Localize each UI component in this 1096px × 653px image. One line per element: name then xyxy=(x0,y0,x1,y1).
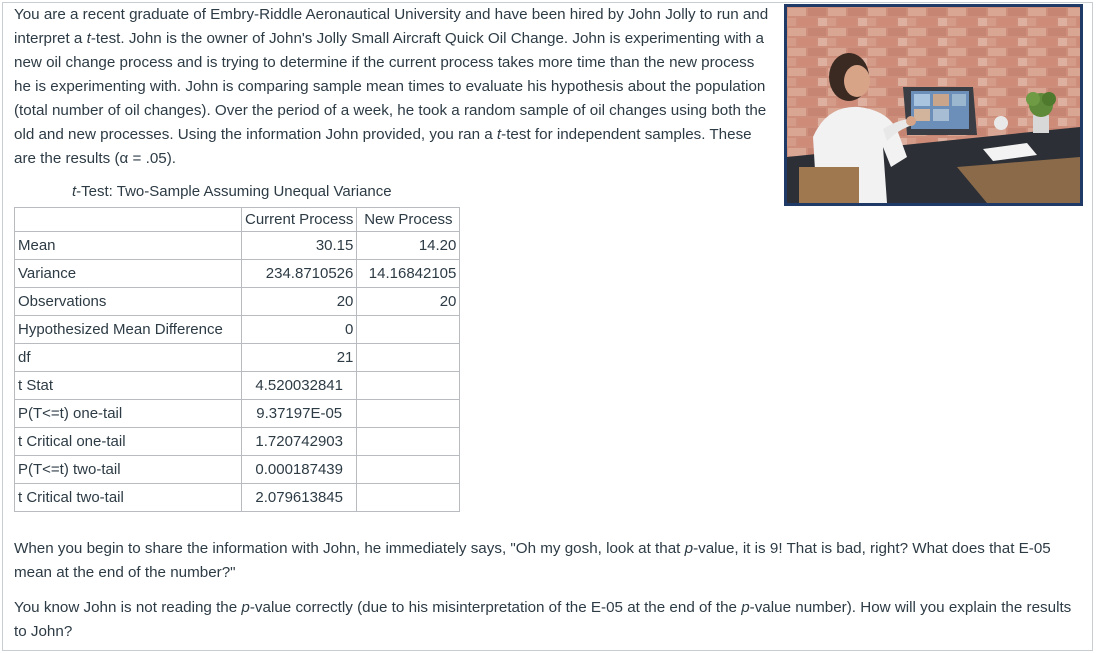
intro-text-3: -test for independent samples. These are the results (α = .05). xyxy=(14,126,752,167)
row-label: P(T<=t) two-tail xyxy=(15,456,242,484)
table-row xyxy=(15,260,460,288)
new-process-value xyxy=(357,400,460,428)
new-process-value xyxy=(357,484,460,512)
row-label: Observations xyxy=(15,288,242,316)
woman-on-video-call-photo xyxy=(784,4,1083,206)
intro-paragraph xyxy=(14,3,774,171)
q2-text-c: -value number). How will you explain the results to John? xyxy=(14,599,1072,640)
t-test-results-table xyxy=(14,207,460,512)
q1-text-a: When you begin to share the information with John, he immediately says, "Oh my gosh, look at that xyxy=(14,540,685,557)
q1-p-italic: p xyxy=(684,540,694,557)
row-label: Hypothesized Mean Difference xyxy=(15,316,242,344)
table-row xyxy=(15,372,460,400)
new-process-value xyxy=(357,316,460,344)
current-process-value: 0 xyxy=(242,316,357,344)
table-row xyxy=(15,456,460,484)
table-row xyxy=(15,484,460,512)
new-process-value: 14.20 xyxy=(357,232,460,260)
table-row xyxy=(15,316,460,344)
new-process-value: 20 xyxy=(357,288,460,316)
current-process-value: 234.8710526 xyxy=(242,260,357,288)
q2-text-b: -value correctly (due to his misinterpretation of the E-05 at the end of the xyxy=(249,599,742,616)
row-label: P(T<=t) one-tail xyxy=(15,400,242,428)
current-process-value: 9.37197E-05 xyxy=(242,400,357,428)
explain-question-paragraph xyxy=(14,596,1078,644)
table-row xyxy=(15,344,460,372)
table-row xyxy=(15,400,460,428)
header-new-process: New Process xyxy=(357,208,460,232)
current-process-value: 0.000187439 xyxy=(242,456,357,484)
new-process-value xyxy=(357,344,460,372)
header-current-process: Current Process xyxy=(242,208,357,232)
q2-p-italic-1: p xyxy=(241,599,250,616)
row-label: Variance xyxy=(15,260,242,288)
current-process-value: 21 xyxy=(242,344,357,372)
current-process-value: 20 xyxy=(242,288,357,316)
new-process-value xyxy=(357,428,460,456)
row-label: t Critical two-tail xyxy=(15,484,242,512)
new-process-value: 14.16842105 xyxy=(357,260,460,288)
current-process-value: 30.15 xyxy=(242,232,357,260)
row-label: Mean xyxy=(15,232,242,260)
new-process-value xyxy=(357,372,460,400)
q1-text-b: -value, it is 9! That is bad, right? What does that E-05 mean at the end of the number?" xyxy=(14,540,1051,581)
intro-t-italic-2: t xyxy=(496,126,502,143)
john-question-paragraph xyxy=(14,537,1078,585)
table-title xyxy=(72,183,392,200)
table-title-t: t xyxy=(72,183,77,200)
table-title-text: -Test: Two-Sample Assuming Unequal Variance xyxy=(76,183,392,200)
intro-text-2: -test. John is the owner of John's Jolly Small Aircraft Quick Oil Change. John is experimenting with a new oil change process and is trying to determine if the current process takes more time than the new process he is experimenting with. John is comparing sample mean times to evaluate his hypothesis about the population (total number of oil changes). Over the period of a week, he took a random sample of oil changes using both the old and new processes. Using the information John provided, you ran a xyxy=(14,30,767,143)
table-header-row xyxy=(15,208,460,232)
q2-p-italic-2: p xyxy=(741,599,750,616)
table-row xyxy=(15,428,460,456)
intro-text-1: You are a recent graduate of Embry-Riddle Aeronautical University and have been hired by John Jolly to run and interpret a xyxy=(14,6,769,47)
current-process-value: 1.720742903 xyxy=(242,428,357,456)
q2-text-a: You know John is not reading the xyxy=(14,599,242,616)
header-empty-cell xyxy=(15,208,242,232)
table-row xyxy=(15,288,460,316)
row-label: t Stat xyxy=(15,372,242,400)
row-label: df xyxy=(15,344,242,372)
current-process-value: 4.520032841 xyxy=(242,372,357,400)
table-row xyxy=(15,232,460,260)
row-label: t Critical one-tail xyxy=(15,428,242,456)
current-process-value: 2.079613845 xyxy=(242,484,357,512)
new-process-value xyxy=(357,456,460,484)
intro-t-italic: t xyxy=(86,30,91,47)
